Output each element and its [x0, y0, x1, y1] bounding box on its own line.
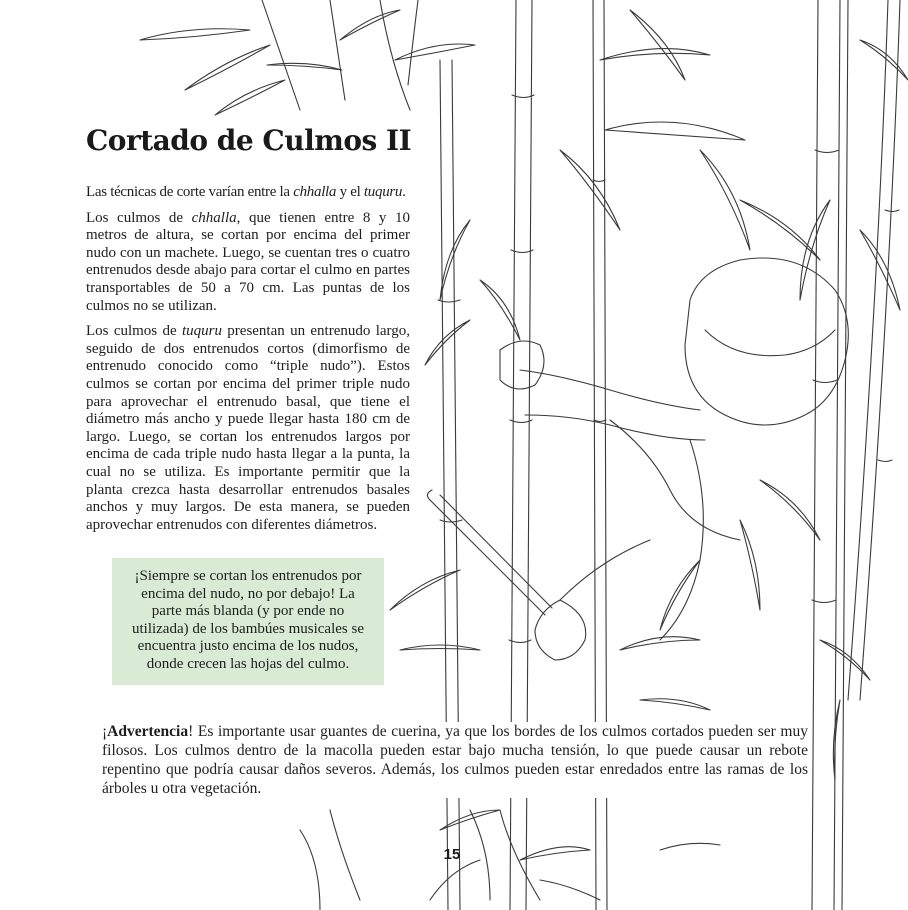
chhalla-paragraph — [86, 210, 410, 316]
body-text — [86, 184, 410, 542]
intro-paragraph — [86, 184, 410, 202]
intro-text-end: . — [402, 184, 406, 200]
chhalla-term: chhalla — [191, 209, 237, 226]
tuquru-paragraph — [86, 323, 410, 534]
tuquru-term: tuquru — [181, 323, 222, 340]
tip-box — [112, 558, 384, 685]
warning-open: ¡ — [102, 723, 108, 740]
warning-close: ! — [188, 723, 194, 740]
warning-paragraph — [100, 722, 810, 798]
page-title: Cortado de Culmos II — [86, 124, 412, 157]
warning-label: Advertencia — [107, 723, 189, 740]
chhalla-text-start: Los culmos de — [86, 209, 192, 226]
warning-text: Es importante usar guantes de cuerina, ya que los bordes de los culmos cortados pueden ser muy filosos. Los culmos dentro de la macolla pueden estar bajo mucha tensión, lo que puede causar un rebote repentino que podría causar daños severos. Además, los culmos pueden estar enredados entre las ramas de los árboles u otra vegetación. — [102, 723, 808, 797]
intro-text-between: y el — [336, 184, 364, 200]
intro-text: Las técnicas de corte varían entre la — [86, 184, 294, 200]
term-tuquru: tuquru — [363, 184, 403, 200]
tuquru-text: presentan un entrenudo largo, seguido de dos entrenudos cortos (dimorfismo de entrenudo conocido como “triple nudo”). Estos culmos se cortan por encima del primer triple nudo para aprovechar el entrenudo basal, que tiene el diámetro más ancho y puede llegar hasta 180 cm de largo. Luego, se cortan los entrenudos largos por encima de cada triple nudo hasta llegar a la punta, la cual no se utiliza. Es importante permitir que la planta crezca hasta desarrollar entrenudos basales anchos y muy largos. De esta manera, se pueden aprovechar entrenudos con diferentes diámetros. — [86, 323, 410, 533]
person-figure — [427, 258, 848, 660]
tuquru-text-start: Los culmos de — [86, 323, 182, 340]
tip-text: ¡Siempre se cortan los entrenudos por encima del nudo, no por debajo! La parte más blanda (y por ende no utilizada) de los bambúes musicales se encuentra justo encima de los nudos, donde crecen las hojas del culmo. — [131, 568, 365, 672]
term-chhalla: chhalla — [293, 184, 337, 200]
chhalla-text: , que tienen entre 8 y 10 metros de altura, se cortan por encima del primer nudo con un machete. Luego, se cuentan tres o cuatro entrenudos desde abajo para cortar el culmo en partes transportables de 50 a 70 cm. Las puntas de los culmos no se utilizan. — [86, 209, 410, 314]
page-number: 15 — [443, 846, 461, 863]
top-bamboo-sprigs — [140, 0, 475, 115]
